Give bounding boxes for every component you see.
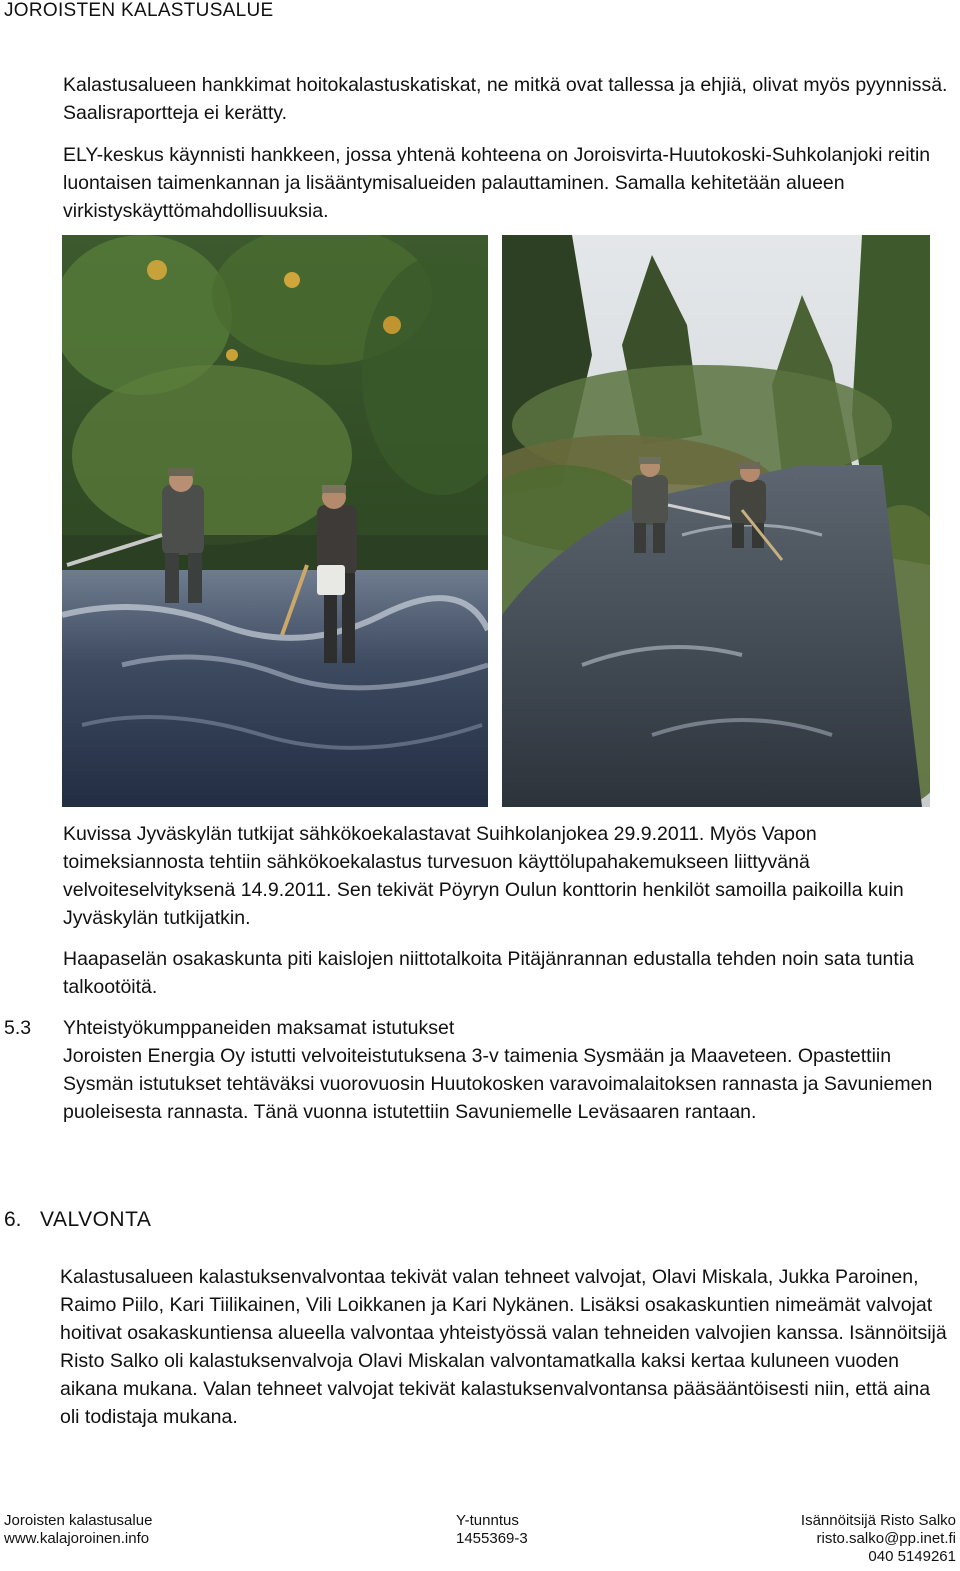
section-6-number: 6. — [4, 1208, 22, 1231]
section-6-title: VALVONTA — [40, 1208, 152, 1231]
photo-electrofishing-right — [502, 235, 930, 807]
footer-manager-name: Isännöitsijä Risto Salko — [800, 1512, 956, 1529]
footer-left — [4, 1512, 152, 1548]
photo-caption: Kuvissa Jyväskylän tutkijat sähkökoekalastavat Suihkolanjokea 29.9.2011. Myös Vapon toimeksiannosta tehtiin sähkökoekalastus turvesuon käyttölupahakemukseen liittyvänä velvoiteselvityksenä 14.9.2011. Sen tekivät Pöyryn Oulun konttorin henkilöt samoilla paikoilla kuin Jyväskylän tutkijatkin. — [63, 823, 904, 929]
footer-middle — [456, 1512, 528, 1548]
footer-business-id-label: Y-tunntus — [456, 1512, 519, 1529]
document-header: JOROISTEN KALASTUSALUE — [4, 0, 274, 21]
photo-electrofishing-left — [62, 235, 488, 807]
footer-org-name: Joroisten kalastusalue — [4, 1512, 153, 1529]
footer-email: risto.salko@pp.inet.fi — [816, 1530, 956, 1547]
section-5-3-title: Yhteistyökumppaneiden maksamat istutukset — [63, 1017, 455, 1039]
paragraph-supervision: Kalastusalueen kalastuksenvalvontaa tekivät valan tehneet valvojat, Olavi Miskala, Jukka Paroinen, Raimo Piilo, Kari Tiilikainen, Vili Loikkanen ja Kari Nykänen. Lisäksi osakaskuntien nimeämät valvojat hoitivat osakaskuntiensa alueella valvontaa yhteistyössä valan tehneiden valvojien kanssa. Isännöitsijä Risto Salko oli kalastuksenvalvoja Olavi Miskalan valvontamatkalla kaksi kertaa kuluneen vuoden aikana mukana. Valan tehneet valvojat tekivät kalastuksenvalvontansa pääsääntöisesti niin, että aina oli todistaja mukana. — [60, 1266, 947, 1428]
paragraph-reed-mowing: Haapaselän osakaskunta piti kaislojen niittotalkoita Pitäjänrannan edustalla tehden noin sata tuntia talkootöitä. — [63, 948, 914, 998]
paragraph-stockings: Joroisten Energia Oy istutti velvoiteistutuksena 3-v taimenia Sysmään ja Maaveteen. Opastettiin Sysmän istutukset tehtäväksi vuorovuosin Huutokosken varavoimalaitoksen rannasta ja Savuniemen puoleisesta rannasta. Tänä vuonna istutettiin Savuniemelle Leväsaaren rantaan. — [63, 1045, 933, 1123]
footer-right — [801, 1512, 956, 1566]
footer-business-id: 1455369-3 — [456, 1530, 528, 1547]
paragraph-ely-project: ELY-keskus käynnisti hankkeen, jossa yhtenä kohteena on Joroisvirta-Huutokoski-Suhkolanjoki reitin luontaisen taimenkannan ja lisääntymisalueiden palauttaminen. Samalla kehitetään alueen virkistyskäyttömahdollisuuksia. — [63, 144, 931, 222]
section-5-3-number: 5.3 — [4, 1017, 32, 1039]
paragraph-trap-nets: Kalastusalueen hankkimat hoitokalastuskatiskat, ne mitkä ovat tallessa ja ehjiä, olivat myös pyynnissä. Saalisraportteja ei kerätty. — [63, 74, 948, 124]
footer-phone: 040 5149261 — [868, 1548, 956, 1565]
footer-website: www.kalajoroinen.info — [4, 1530, 150, 1547]
